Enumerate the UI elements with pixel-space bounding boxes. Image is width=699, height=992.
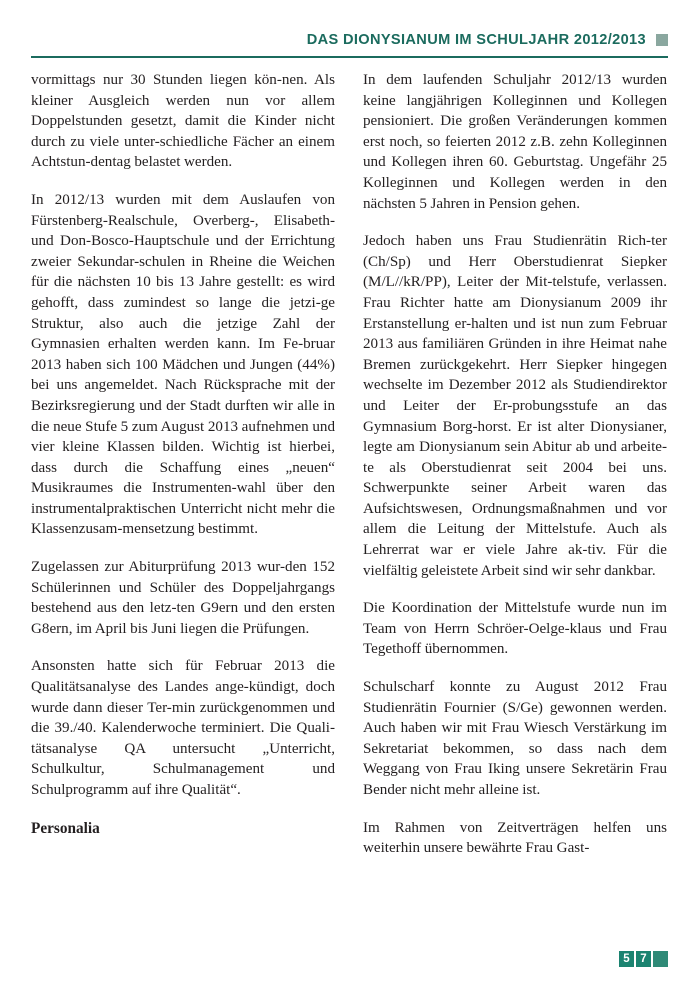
paragraph: Ansonsten hatte sich für Februar 2013 die Qualitätsanalyse des Landes ange-kündigt, doch wurde dann dieser Ter-min zurückgenommen und die 39./40. Kalenderwoche terminiert. Die Quali-tätsanalyse QA untersucht „Unterricht, Schulkultur, Schulmanagement und Schulprogramm auf ihre Qualität“. [31, 658, 335, 798]
page-number-folio [619, 951, 668, 967]
page-title: DAS DIONYSIANUM IM SCHULJAHR 2012/2013 [306, 32, 646, 48]
section-heading-personalia: Personalia [31, 819, 100, 837]
square-block-icon [653, 951, 668, 967]
header-divider [31, 56, 668, 58]
paragraph: Schulscharf konnte zu August 2012 Frau Studienrätin Fournier (S/Ge) gewonnen werden. Auch haben wir mit Frau Wiesch Verstärkung im Sekretariat bekommen, so dass nach dem Weggang von Frau Iking unsere Sekretärin Frau Bender nicht mehr alleine ist. [363, 679, 667, 798]
paragraph: Jedoch haben uns Frau Studienrätin Rich-ter (Ch/Sp) und Herr Oberstudienrat Siepker (M/L//kR/PP), Leiter der Mit-telstufe, verlassen. Frau Richter hatte am Dionysianum 2009 ihr Erstanstellung er-halten und ist nun zum Februar 2013 aus familiären Gründen in ihre Heimat nahe Bremen zurückgekehrt. Herr Siepker hingegen wechselte im Dezember 2012 als Studiendirektor und Leiter der Er-probungsstufe an das Gymnasium Borg-horst. Er ist alter Dionysianer, legte am Dionysianum sein Abitur ab und arbeite-te als Oberstudienrat seit 2004 bei uns. Schwerpunkte seiner Arbeit waren das Aufsichtswesen, Ordnungsmaßnahmen und vor allem die Leitung der Mittelstufe. Auch als Lehrerrat war er viele Jahre ak-tiv. Für die vielfältig geleistete Arbeit sind wir sehr dankbar. [363, 233, 667, 579]
paragraph: Zugelassen zur Abiturprüfung 2013 wur-den 152 Schülerinnen und Schüler des Doppeljahrgangs bestehend aus den letz-ten G9ern und den ersten G8ern, im April bis Juni liegen die Prüfungen. [31, 559, 335, 637]
paragraph: In 2012/13 wurden mit dem Auslaufen von Fürstenberg-Realschule, Overberg-, Elisabeth- und Don-Bosco-Hauptschule und der Errichtung zweier Sekundar-schulen in Rheine die Weichen für die nächsten 10 bis 13 Jahre gestellt: es wird gehofft, dass zumindest so lange die jetzi-ge Struktur, also auch die jetzige Zahl der Gymnasien erhalten werden kann. Im Fe-bruar 2013 haben sich 100 Mädchen und Jungen (44%) bei uns angemeldet. Nach Rücksprache mit der Bezirksregierung und der Stadt durften wir alle in die neue Stufe 5 zum August 2013 aufnehmen und vier kleine Klassen bilden. Wichtig ist hierbei, dass durch die Schaffung eines „neuen“ Musikraumes die Instrumenten-wahl über den instrumentalpraktischen Unterricht nicht mehr die Klassenzusam-mensetzung bestimmt. [31, 191, 335, 538]
page-number-digit: 5 [619, 951, 634, 967]
paragraph: Im Rahmen von Zeitverträgen helfen uns weiterhin unsere bewährte Frau Gast- [363, 819, 667, 857]
square-marker-icon [656, 34, 668, 46]
page-number-digit: 7 [636, 951, 651, 967]
running-head [31, 28, 668, 52]
paragraph: vormittags nur 30 Stunden liegen kön-nen. Als kleiner Ausgleich werden nun vor allem Doppelstunden gesetzt, damit die Kinder nicht durch zu viele unter-schiedliche Fächer an einem Achtstun-dentag belastet werden. [31, 72, 335, 171]
left-column [31, 70, 335, 930]
right-column [363, 70, 667, 930]
paragraph: In dem laufenden Schuljahr 2012/13 wurden keine langjährigen Kolleginnen und Kollegen pensioniert. Die großen Veränderungen kommen erst noch, so feierten 2012 z.B. zehn Kolleginnen und Kollegen ihren 60. Geburtstag. Ungefähr 25 Kolleginnen und Kollegen werden in den nächsten 5 Jahren in Pension gehen. [363, 72, 667, 212]
paragraph: Die Koordination der Mittelstufe wurde nun im Team von Herrn Schröer-Oelge-klaus und Frau Tegethoff übernommen. [363, 600, 667, 658]
article-body [31, 70, 668, 930]
